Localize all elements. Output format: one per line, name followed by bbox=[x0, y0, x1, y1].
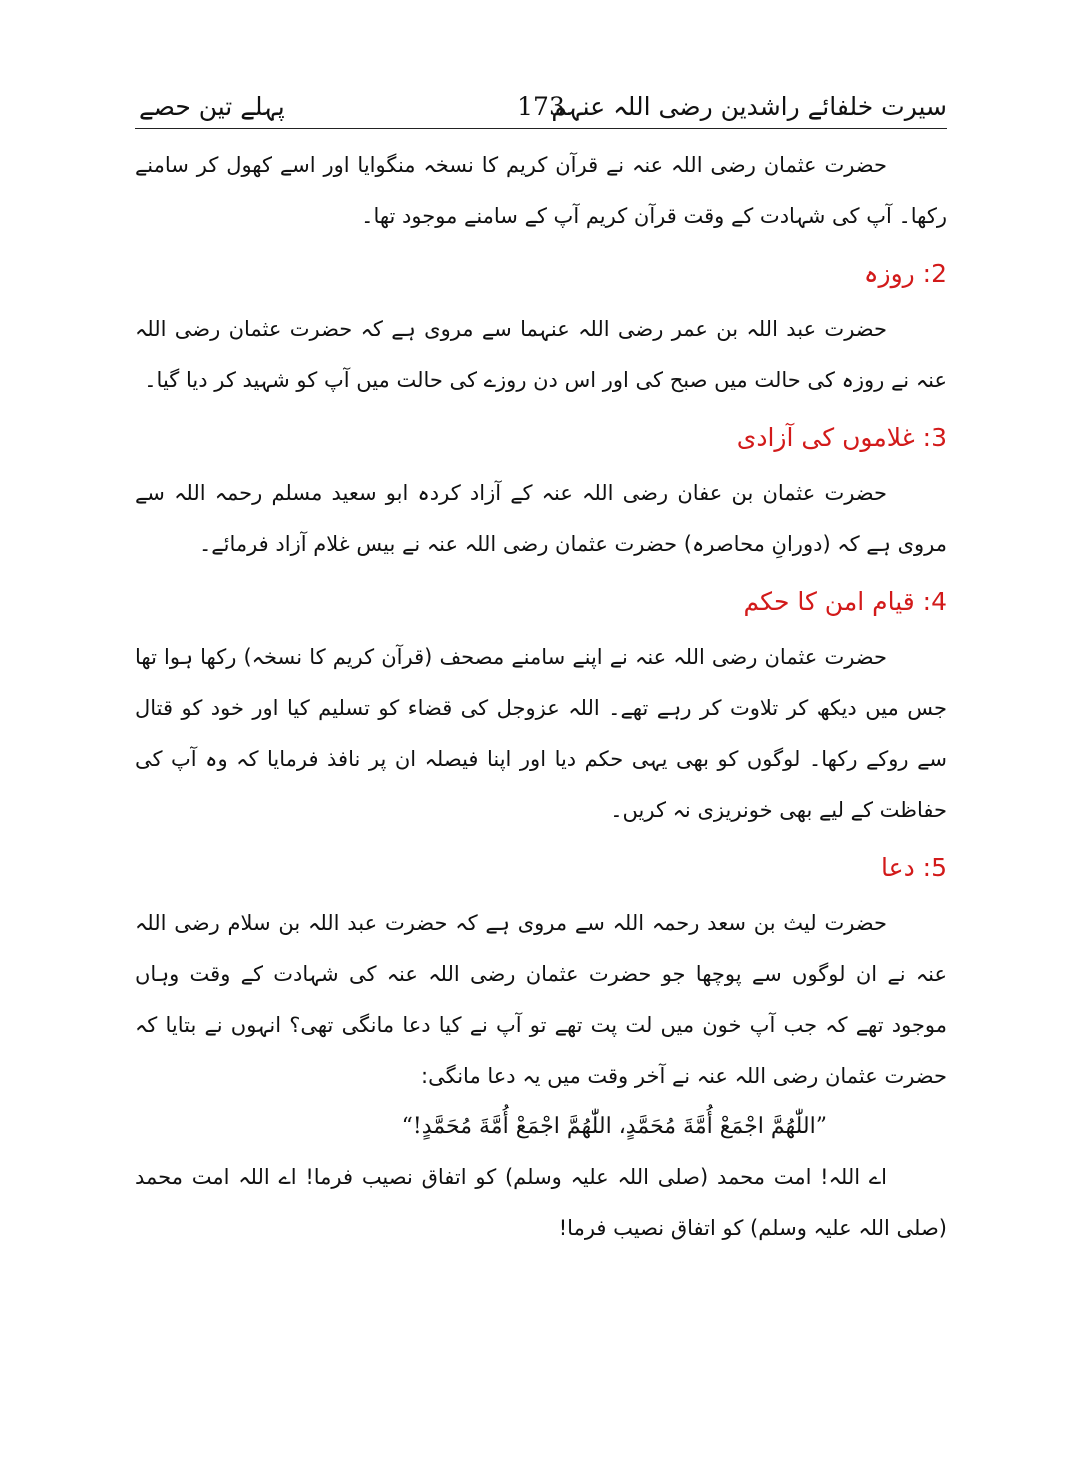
page-header bbox=[135, 88, 947, 129]
book-title: سیرت خلفائے راشدین رضی اللہ عنہم bbox=[551, 92, 947, 121]
intro-paragraph: حضرت عثمان رضی اللہ عنہ نے قرآن کریم کا نسخہ منگوایا اور اسے کھول کر سامنے رکھا۔ آپ کی شہادت کے وقت قرآن کریم آپ کے سامنے موجود تھا۔ bbox=[135, 153, 947, 228]
section-heading-peace-order: 4: قیام امن کا حکم bbox=[743, 587, 947, 616]
page-number: 173 bbox=[517, 92, 565, 121]
supplication-translation: اے اللہ! امت محمد (صلی اللہ علیہ وسلم) کو اتفاق نصیب فرما! اے اللہ امت محمد (صلی اللہ علیہ وسلم) کو اتفاق نصیب فرما! bbox=[135, 1165, 947, 1240]
page-body bbox=[135, 140, 947, 1254]
section-paragraph: حضرت عبد اللہ بن عمر رضی اللہ عنہما سے مروی ہے کہ حضرت عثمان رضی اللہ عنہ نے روزہ کی حالت میں صبح کی اور اس دن روزے کی حالت میں آپ کو شہید کر دیا گیا۔ bbox=[135, 317, 947, 392]
section-heading-freeing-slaves: 3: غلاموں کی آزادی bbox=[736, 423, 947, 452]
section-paragraph: حضرت عثمان بن عفان رضی اللہ عنہ کے آزاد کردہ ابو سعید مسلم رحمہ اللہ سے مروی ہے کہ (دورانِ محاصرہ) حضرت عثمان رضی اللہ عنہ نے بیس غلام آزاد فرمائے۔ bbox=[135, 481, 947, 556]
part-label: پہلے تین حصے bbox=[139, 92, 285, 121]
section-heading-supplication: 5: دعا bbox=[881, 853, 947, 882]
arabic-supplication: ”اللّٰهُمَّ اجْمَعْ أُمَّةَ مُحَمَّدٍ، اللّٰهُمَّ اجْمَعْ أُمَّةَ مُحَمَّدٍ!“ bbox=[401, 1114, 827, 1139]
section-paragraph: حضرت لیث بن سعد رحمہ اللہ سے مروی ہے کہ حضرت عبد اللہ بن سلام رضی اللہ عنہ نے ان لوگوں سے پوچھا جو حضرت عثمان رضی اللہ عنہ کی شہادت کے وقت وہاں موجود تھے کہ جب آپ خون میں لت پت تھے تو آپ نے کیا دعا مانگی تھی؟ انہوں نے بتایا کہ حضرت عثمان رضی اللہ عنہ نے آخر وقت میں یہ دعا مانگی: bbox=[135, 911, 947, 1088]
section-paragraph: حضرت عثمان رضی اللہ عنہ نے اپنے سامنے مصحف (قرآن کریم کا نسخہ) رکھا ہوا تھا جس میں دیکھ کر تلاوت کر رہے تھے۔ اللہ عزوجل کی قضاء کو تسلیم کیا اور خود کو قتال سے روکے رکھا۔ لوگوں کو بھی یہی حکم دیا اور اپنا فیصلہ ان پر نافذ فرمایا کہ وہ آپ کی حفاظت کے لیے بھی خونریزی نہ کریں۔ bbox=[135, 645, 947, 822]
section-heading-fasting: 2: روزہ bbox=[863, 259, 947, 288]
